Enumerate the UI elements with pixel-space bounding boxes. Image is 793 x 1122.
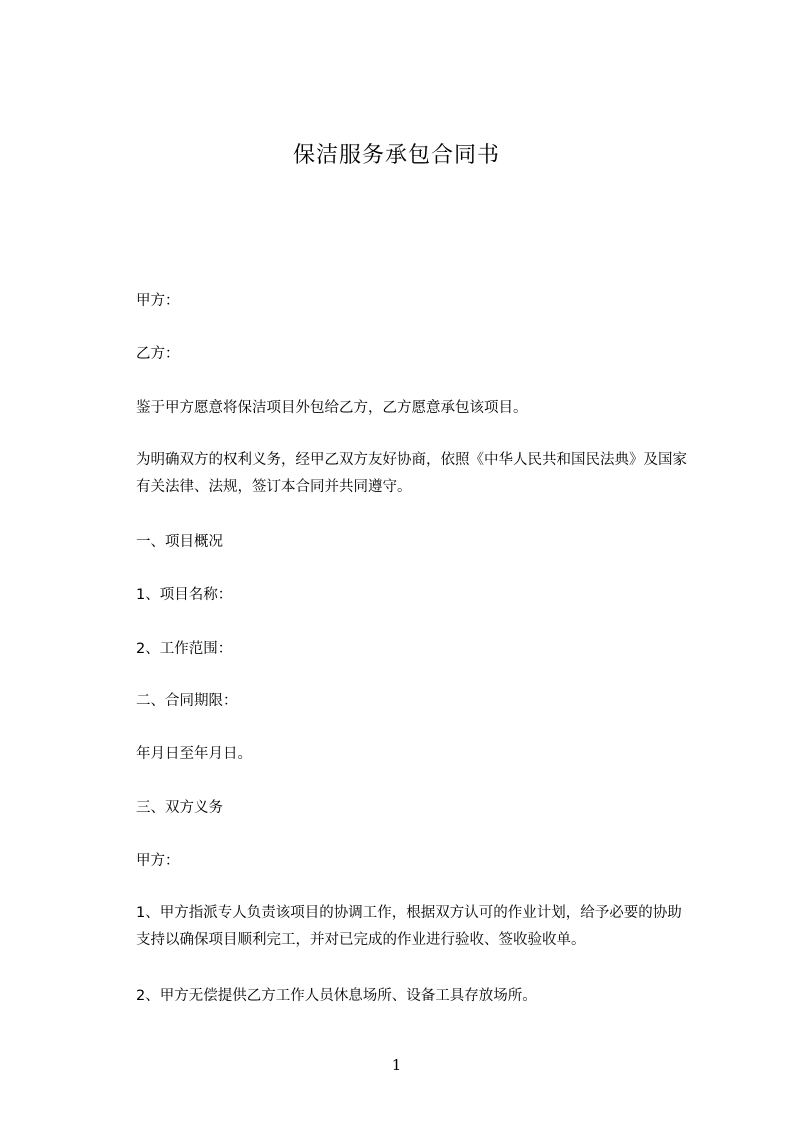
obligation-a1-paragraph [104,900,694,954]
party-b-line: 乙方： [136,346,180,362]
section-1-heading: 一、项目概况 [136,534,223,550]
party-a-obligations-label: 甲方： [136,853,180,869]
obligation-a1-text: 1、甲方指派专人负责该项目的协调工作，根据双方认可的作业计划，给予必要的协助支持以确保项目顺利完工，并对已完成的作业进行验收、签收验收单。 [136,905,682,948]
work-scope-item: 2、工作范围： [136,641,233,657]
section-3-heading: 三、双方义务 [136,800,223,816]
intro-paragraph: 鉴于甲方愿意将保洁项目外包给乙方，乙方愿意承包该项目。 [136,400,528,416]
section-2-heading: 二、合同期限： [136,693,238,709]
purpose-paragraph [104,447,694,501]
contract-period: 年月日至年月日。 [136,746,252,762]
purpose-text: 为明确双方的权利义务，经甲乙双方友好协商，依照《中华人民共和国民法典》及国家有关法律、法规，签订本合同并共同遵守。 [136,452,687,495]
page-number: 1 [391,1056,402,1074]
obligation-a2-paragraph: 2、甲方无偿提供乙方工作人员休息场所、设备工具存放场所。 [136,988,537,1004]
party-a-line: 甲方： [136,293,180,309]
project-name-item: 1、项目名称： [136,587,233,603]
document-title: 保洁服务承包合同书 [292,143,500,168]
